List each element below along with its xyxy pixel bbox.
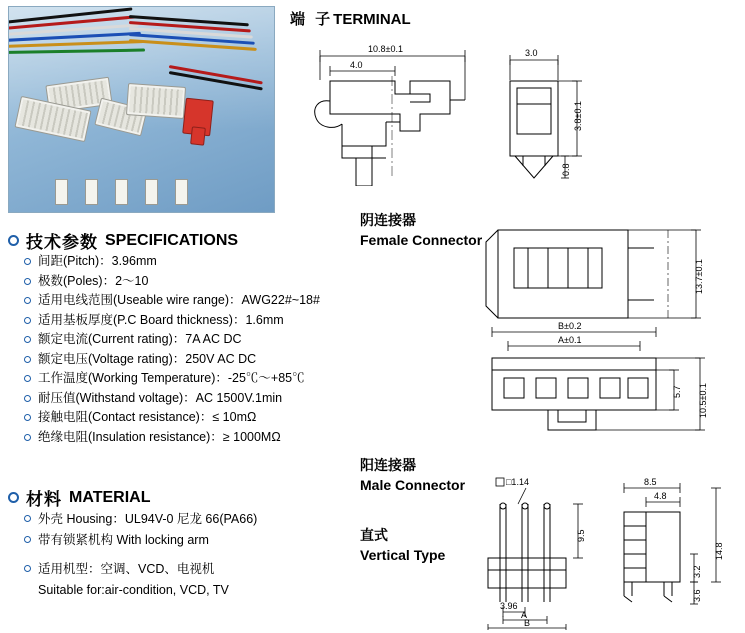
list-item: 适用电线范围(Useable wire range)：AWG22#~18#: [22, 291, 320, 311]
female-title-en: Female Connector: [360, 232, 483, 248]
male-dim-top-width: 8.5: [644, 477, 657, 487]
male-dim-pin-square: □1.14: [506, 477, 529, 487]
female-connector-drawing-top: [478, 210, 738, 335]
male-type-en: Vertical Type: [360, 547, 446, 563]
specifications-heading-en: SPECIFICATIONS: [105, 231, 239, 249]
male-dim-a: A: [521, 610, 528, 620]
male-dim-pitch: 3.96: [500, 601, 518, 611]
male-dim-left-height: 9.5: [576, 529, 586, 542]
male-dim-h36: 3.6: [692, 589, 702, 602]
terminal-pin: [115, 179, 128, 205]
female-title-cn: 阴连接器: [360, 212, 416, 228]
connector-housing: [126, 83, 186, 119]
list-item: 绝缘电阻(Insulation resistance)：≥ 1000MΩ: [22, 428, 320, 448]
terminal-dim-side-width: 3.0: [525, 48, 538, 58]
terminal-pin: [175, 179, 188, 205]
male-connector-drawing-side: [608, 470, 743, 630]
terminal-dim-side-height: 3.8±0.1: [573, 101, 583, 131]
male-dim-inner-width: 4.8: [654, 491, 667, 501]
bullet-dot-icon: [8, 492, 19, 503]
list-item: 极数(Poles)：2～10: [22, 272, 320, 292]
product-photo: [8, 6, 275, 213]
list-item: 工作温度(Working Temperature)：-25℃～+85℃: [22, 369, 320, 389]
terminal-pin: [55, 179, 68, 205]
female-dim-h1: 5.7: [672, 385, 682, 398]
material-heading-cn: 材料: [26, 490, 62, 509]
terminal-title-en: TERMINAL: [333, 11, 411, 28]
terminal-dim-width: 4.0: [350, 60, 363, 70]
list-item: 间距(Pitch)：3.96mm: [22, 252, 320, 272]
male-connector-drawing-front: [478, 470, 608, 630]
list-item: 外壳 Housing：UL94V-0 尼龙 66(PA66): [22, 509, 257, 530]
terminal-pin: [145, 179, 158, 205]
list-item: 额定电流(Current rating)：7A AC DC: [22, 330, 320, 350]
bullet-dot-icon: [8, 235, 19, 246]
connector-teeth: [129, 86, 183, 116]
material-heading: [8, 485, 150, 510]
list-item: 适用机型：空调、VCD、电视机: [22, 559, 257, 580]
terminal-title: [290, 8, 411, 29]
material-heading-en: MATERIAL: [69, 488, 151, 506]
list-item: 耐压值(Withstand voltage)：AC 1500V.1min: [22, 389, 320, 409]
list-item: 带有锁紧机构 With locking arm: [22, 530, 257, 551]
female-connector-drawing-front: [478, 318, 738, 448]
terminal-dim-side-small: 0.8: [561, 163, 571, 176]
list-item: 接触电阻(Contact resistance)：≤ 10mΩ: [22, 408, 320, 428]
red-connector-housing: [190, 126, 206, 145]
terminal-pin: [85, 179, 98, 205]
female-dim-h2: 10.5±0.1: [698, 383, 708, 418]
female-dim-a: A±0.1: [558, 335, 582, 345]
terminal-side-drawing: [485, 36, 615, 186]
list-item: Suitable for:air-condition, VCD, TV: [38, 583, 229, 597]
material-list: [22, 509, 257, 601]
male-dim-h32: 3.2: [692, 565, 702, 578]
female-dim-height: 13.7±0.1: [694, 259, 704, 294]
terminal-title-cn: 端 子: [290, 11, 334, 28]
terminal-dim-overall-length: 10.8±0.1: [368, 44, 403, 54]
list-item: 额定电压(Voltage rating)：250V AC DC: [22, 350, 320, 370]
female-dim-b: B±0.2: [558, 321, 582, 331]
male-type-cn: 直式: [360, 527, 388, 543]
specifications-heading-cn: 技术参数: [26, 233, 98, 252]
male-dim-right-height: 14.8: [714, 542, 724, 560]
list-item: 适用基板厚度(P.C Board thickness)：1.6mm: [22, 311, 320, 331]
male-title-en: Male Connector: [360, 477, 466, 493]
specifications-heading: [8, 228, 238, 253]
male-dim-b: B: [524, 618, 531, 628]
specifications-list: [22, 252, 320, 447]
male-title-cn: 阳连接器: [360, 457, 416, 473]
